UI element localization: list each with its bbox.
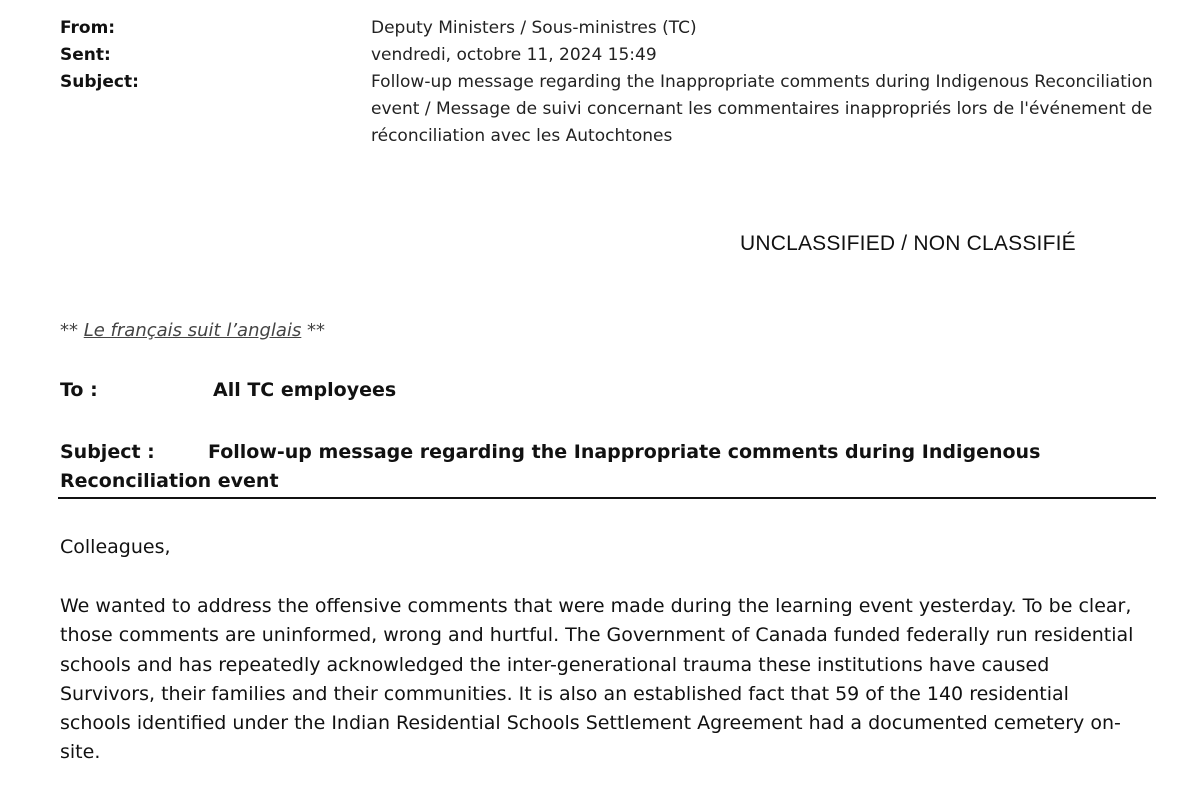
classification-banner: UNCLASSIFIED / NON CLASSIFIÉ	[740, 232, 1076, 255]
memo-subject-label: Subject :	[60, 441, 155, 463]
subject-label: Subject:	[60, 72, 139, 92]
subject-value: Follow-up message regarding the Inappropriate comments during Indigenous Reconciliation event / Message de suivi concernant les commentaires inappropriés lors de l'événement de réconciliation avec les Autochtones	[371, 72, 1153, 146]
memo-subject-value: Follow-up message regarding the Inappropriate comments during Indigenous Reconciliation event	[60, 441, 1041, 492]
french-note-link[interactable]: Le français suit l’anglais	[83, 320, 302, 341]
memo-to-label: To :	[60, 379, 98, 401]
from-label: From:	[60, 18, 116, 38]
section-divider	[58, 497, 1156, 499]
sent-row	[60, 42, 1170, 69]
sent-value: vendredi, octobre 11, 2024 15:49	[371, 45, 657, 65]
email-header	[60, 15, 1170, 150]
french-note-prefix: **	[60, 320, 84, 341]
from-value: Deputy Ministers / Sous-ministres (TC)	[371, 18, 697, 38]
memo-subject-row	[60, 438, 1155, 496]
greeting: Colleagues,	[60, 536, 171, 558]
french-note-suffix: **	[301, 320, 326, 341]
sent-label: Sent:	[60, 45, 111, 65]
subject-row	[60, 69, 1170, 150]
from-row	[60, 15, 1170, 42]
memo-to-row	[60, 379, 396, 401]
french-note	[60, 320, 325, 341]
memo-to-value: All TC employees	[213, 379, 397, 401]
body-paragraph: We wanted to address the offensive comments that were made during the learning event yesterday. To be clear, those comments are uninformed, wrong and hurtful. The Government of Canada funded federally run residential schools and has repeatedly acknowledged the inter-generational trauma these institutions have caused Survivors, their families and their communities. It is also an established fact that 59 of the 140 residential schools identified under the Indian Residential Schools Settlement Agreement had a documented cemetery on-site.	[60, 595, 1134, 764]
